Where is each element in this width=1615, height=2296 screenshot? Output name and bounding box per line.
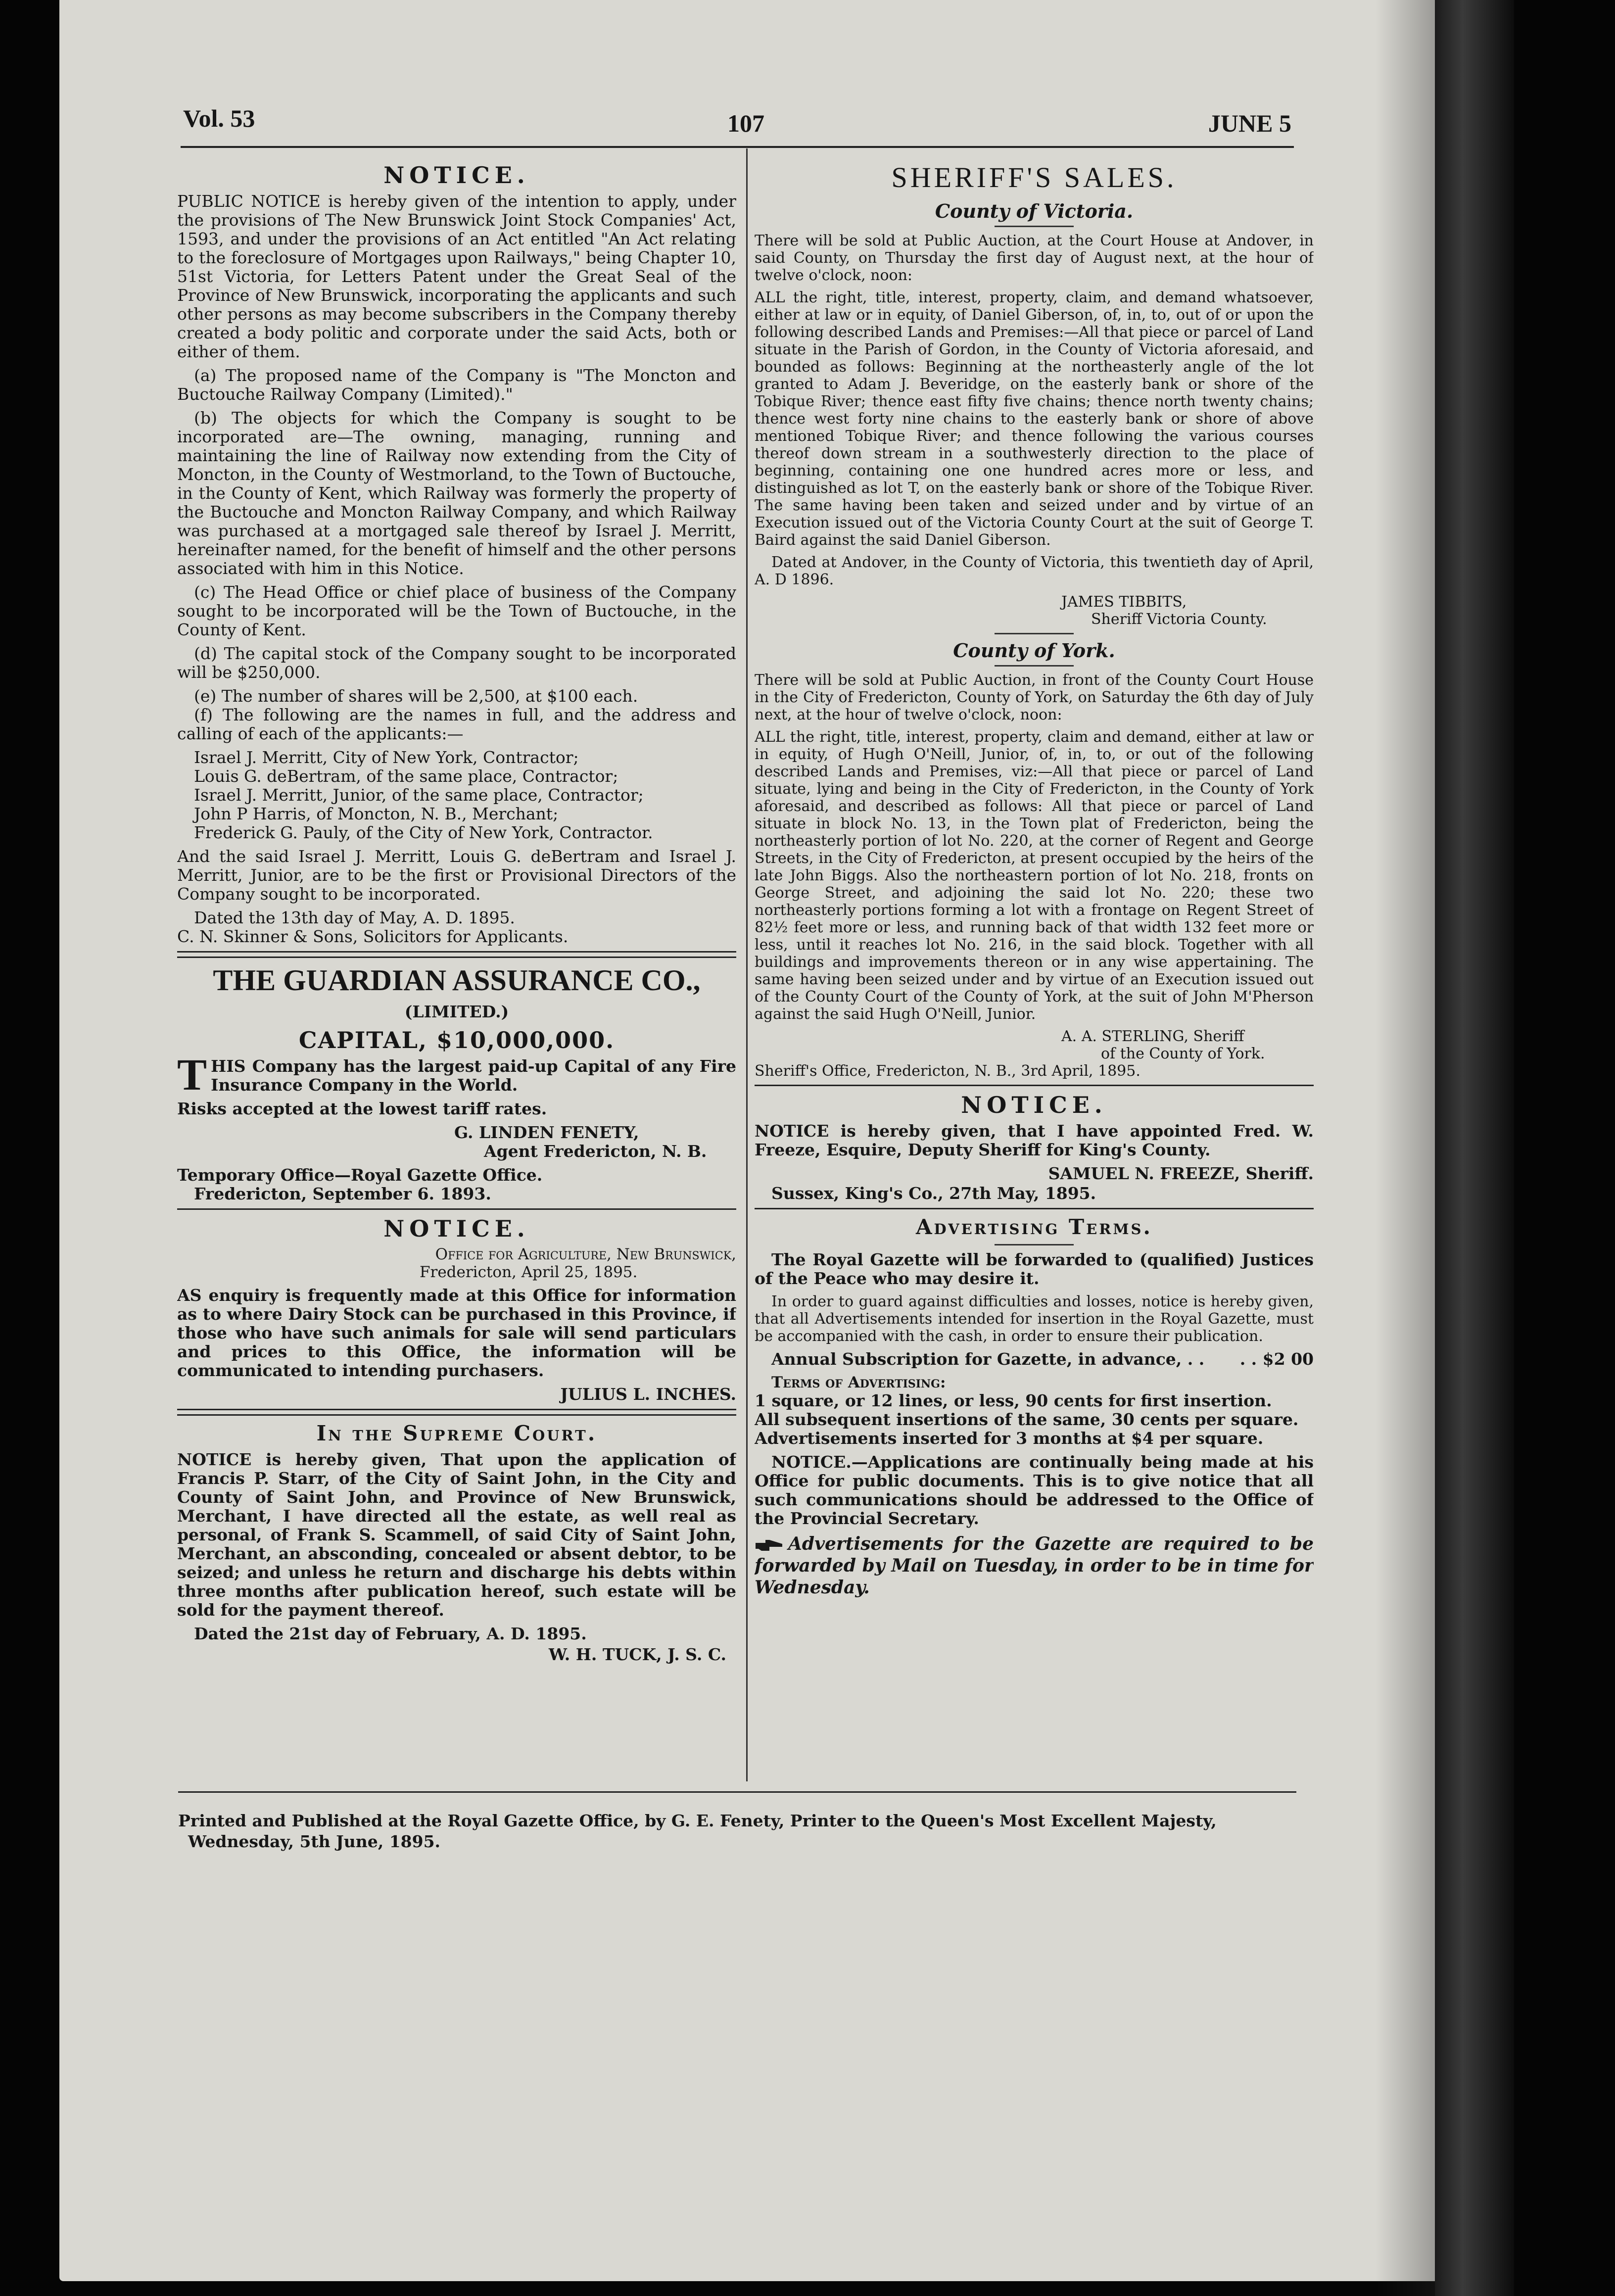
subscription-line [755,1350,1314,1369]
sheriffs-sales [755,160,1314,1080]
signature: JULIUS L. INCHES. [560,1385,736,1404]
page-number: 107 [727,109,764,137]
notice-dated: Dated the 13th day of May, A. D. 1895. [194,908,515,927]
binding-shadow [1376,0,1435,2296]
notice-agriculture [177,1215,736,1404]
documents-notice: NOTICE.—Applications are continually being made at his Office for public documents. This is to give notice that all such communications should be addressed to the Office of the Provincial Secretary. [755,1452,1314,1528]
company-capital: CAPITAL, $10,000,000. [298,1027,615,1053]
issue-date: JUNE 5 [1208,109,1291,137]
imprint-line: Printed and Published at the Royal Gazette Office, by G. E. Fenety, Printer to the Queen's Most Excellent Majesty, [178,1811,1217,1830]
office-location: Temporary Office—Royal Gazette Office. [177,1165,543,1185]
sheriffs-sales-heading: SHERIFF'S SALES. [891,161,1177,193]
company-name: THE GUARDIAN ASSURANCE CO., [213,964,701,997]
notice-dated: Sussex, King's Co., 27th May, 1895. [771,1184,1096,1203]
list-item: Louis G. deBertram, of the same place, Contractor; [194,766,618,786]
applicant-list [177,748,736,842]
york-body: ALL the right, title, interest, property, claim and demand, either at law or in equity, of Hugh O'Neill, Junior, of, in, to, or out of the following described Lands and Premises, viz:—All that piece or parcel of Land situate, lying and being in the City of Fredericton, in the County of York aforesaid, and described as follows: All that piece or parcel of Land situate in block No. 13, in the Town plat of Fredericton, being the northeasterly portion of lot No. 220, at the corner of Regent and George Streets, in the City of Fredericton, at present occupied by the heirs of the late John Biggs. Also the northeastern portion of lot No. 218, fronts on George Street, and adjoining the said lot No. 220; these two northeasterly portions forming a lot with a frontage on Regent Street of 82½ feet more or less, and running back of that width 132 feet more or less, until it reaches lot No. 216, in the said block. Together with all buildings and improvements thereon or in any wise appertaining. The same having been seized under and by virtue of an Execution issued out of the County Court of the County of York, at the suit of John M'Pherson against the said Hugh O'Neill, Junior. [755,728,1314,1023]
page-header [183,104,1291,144]
sheriff-office: Sheriff's Office, Fredericton, N. B., 3rd April, 1895. [755,1062,1140,1080]
notice-solicitors: C. N. Skinner & Sons, Solicitors for Applicants. [177,927,569,946]
guardian-assurance-ad [177,963,736,1203]
section-divider [177,1409,736,1416]
notice-item-c: (c) The Head Office or chief place of business of the Company sought to be incorporated will be the Town of Buctouche, in the County of Kent. [177,582,736,639]
list-item: John P Harris, of Moncton, N. B., Merchant; [194,804,559,823]
company-body: HIS Company has the largest paid-up Capital of any Fire Insurance Company in the World. [211,1057,736,1095]
rate-line: 1 square, or 12 lines, or less, 90 cents for first insertion. [755,1391,1272,1410]
header-rule [181,146,1294,148]
rate-line: All subsequent insertions of the same, 30 cents per square. [755,1410,1299,1429]
section-divider [755,1085,1314,1086]
subscription-label: Annual Subscription for Gazette, in advance, . . [771,1349,1205,1369]
notice-deputy-sheriff [755,1091,1314,1203]
sheriff-name: A. A. STERLING, Sheriff [1061,1028,1244,1045]
sheriff-title: of the County of York. [1101,1045,1265,1062]
notice-item-a: (a) The proposed name of the Company is "The Moncton and Buctouche Railway Company (Limited)." [177,366,736,404]
office-line: Office for Agriculture, New Brunswick, [435,1245,736,1263]
county-victoria-heading: County of Victoria. [935,200,1134,222]
sheriff-name: JAMES TIBBITS, [1061,593,1187,611]
notice-body: NOTICE is hereby given, that I have appointed Fred. W. Freeze, Esquire, Deputy Sheriff for King's County. [755,1121,1314,1159]
column-divider [746,148,748,1781]
notice-incorporation [177,161,736,946]
court-body: NOTICE is hereby given, That upon the application of Francis P. Starr, of the City of Saint John, in the City and County of Saint John, and Province of New Brunswick, Merchant, I have directed all the estate, as well real as personal, of Frank S. Scammell, of said City of Saint John, Merchant, an absconding, concealed or absent debtor, to be seized; and unless he return and discharge his debts within three months after publication hereof, such estate will be sold for the payment thereof. [177,1450,736,1620]
notice-item-f: (f) The following are the names in full, and the address and calling of each of the applicants:— [177,705,736,743]
ad-date: Fredericton, September 6. 1893. [194,1184,491,1203]
terms-label: Terms of Advertising: [771,1374,946,1391]
section-divider [755,1208,1314,1209]
heading-rule [995,226,1074,227]
notice-body: AS enquiry is frequently made at this Office for information as to where Dairy Stock can be purchased in this Province, if those who have such animals for sale will send particulars and prices to this Office, the information will be communicated to intending purchasers. [177,1286,736,1380]
notice-item-b: (b) The objects for which the Company is sought to be incorporated are—The owning, managing, running and maintaining the line of Railway now extending from the City of Moncton, in the County of Westmorland, to the Town of Buctouche, in the County of Kent, which Railway was formerly the property of the Buctouche and Moncton Railway Company, and which Railway was purchased at a mortgaged sale thereof by Israel J. Merritt, hereinafter named, for the benefit of himself and the other persons associated with him in this Notice. [177,408,736,578]
notice-intro: PUBLIC NOTICE is hereby given of the intention to apply, under the provisions of The New Brunswick Joint Stock Companies' Act, 1593, and under the provisions of an Act entitled "An Act relating to the foreclosure of Mortgages upon Railways," being Chapter 10, 51st Victoria, for Letters Patent under the Great Seal of the Province of New Brunswick, incorporating the applicants and such other persons as may become subscribers in the Company thereby created a body politic and corporate under the said Acts, both or either of them. [177,191,736,361]
heading-rule [995,1244,1074,1245]
agent-title: Agent Fredericton, N. B. [484,1142,707,1161]
page-footer [178,1791,1296,1852]
mail-note-text: Advertisements for the Gazette are required to be forwarded by Mail on Tuesday, in order to be in time for Wednesday. [755,1533,1314,1598]
victoria-intro: There will be sold at Public Auction, at the Court House at Andover, in said County, on Thursday the first day of August next, at the hour of twelve o'clock, noon: [755,232,1314,284]
victoria-body: ALL the right, title, interest, property, claim, and demand whatsoever, either at law or in equity, of Daniel Giberson, of, in, to, out of or upon the following described Lands and Premises:—All that piece or parcel of Land situate in the Parish of Gordon, in the County of Victoria aforesaid, and bounded as follows: Beginning at the northeasterly angle of the lot granted to Adam J. Beveridge, on the easterly bank or shore of the Tobique River; thence east fifty five chains; thence north twenty chains; thence west forty nine chains to the easterly bank or shore of above mentioned Tobique River; and thence following the various courses thereof down stream in a southwesterly direction to the place of beginning, containing one one hundred acres more or less, and distinguished as lot T, on the easterly bank or shore of the Tobique River. The same having been taken and seized under and by virtue of an Execution issued out of the Victoria County Court at the suit of George T. Baird against the said Daniel Giberson. [755,289,1314,549]
left-column [177,157,736,1780]
company-limited: (LIMITED.) [404,1002,509,1021]
list-item: Frederick G. Pauly, of the City of New York, Contractor. [194,823,653,842]
section-rule [995,633,1074,634]
heading-rule [995,665,1074,667]
signature: SAMUEL N. FREEZE, Sheriff. [1048,1164,1314,1183]
company-description [177,1057,736,1095]
section-divider [177,951,736,958]
sheriff-title: Sheriff Victoria County. [1091,611,1267,628]
notice-heading: NOTICE. [383,162,530,189]
drop-cap: T [177,1057,207,1095]
volume-label: Vol. 53 [183,104,255,132]
subscription-price: . . $2 00 [1239,1349,1314,1369]
court-heading: In the Supreme Court. [316,1421,597,1445]
advertising-heading: Advertising Terms. [915,1215,1153,1239]
terms-p2: In order to guard against difficulties and losses, notice is hereby given, that all Advertisements intended for insertion in the Royal Gazette, must be accompanied with the cash, in order to ensure their publication. [755,1293,1314,1345]
terms-p1: The Royal Gazette will be forwarded to (qualified) Justices of the Peace who may desire it. [755,1250,1314,1288]
notice-item-e: (e) The number of shares will be 2,500, at $100 each. [194,686,638,706]
imprint-date: Wednesday, 5th June, 1895. [188,1832,441,1851]
right-column [755,157,1314,1780]
rate-line: Advertisements inserted for 3 months at $4 per square. [755,1429,1264,1448]
victoria-dated: Dated at Andover, in the County of Victoria, this twentieth day of April, A. D 1896. [755,554,1314,588]
list-item: Israel J. Merritt, Junior, of the same place, Contractor; [194,785,644,805]
mail-note [755,1533,1314,1598]
pointing-hand-icon [755,1538,783,1553]
advertising-terms [755,1214,1314,1598]
notice-heading: NOTICE. [383,1215,530,1242]
notice-directors: And the said Israel J. Merritt, Louis G. deBertram and Israel J. Merritt, Junior, are to be the first or Provisional Directors of the Company sought to be incorporated. [177,847,736,904]
agent-name: G. LINDEN FENETY, [454,1123,639,1142]
footer-rule [178,1791,1296,1793]
notice-heading: NOTICE. [961,1092,1107,1118]
section-divider [177,1208,736,1210]
court-dated: Dated the 21st day of February, A. D. 1895. [194,1624,587,1643]
company-risks: Risks accepted at the lowest tariff rates. [177,1099,547,1118]
supreme-court-notice [177,1421,736,1664]
york-intro: There will be sold at Public Auction, in front of the County Court House in the City of Fredericton, County of York, on Saturday the 6th day of July next, at the hour of twelve o'clock, noon: [755,671,1314,723]
place-date: Fredericton, April 25, 1895. [420,1263,638,1281]
court-signature: W. H. TUCK, J. S. C. [548,1645,726,1664]
notice-item-d: (d) The capital stock of the Company sought to be incorporated will be $250,000. [177,644,736,682]
page-edge [1435,0,1514,2296]
county-york-heading: County of York. [953,639,1115,662]
list-item: Israel J. Merritt, City of New York, Contractor; [194,748,579,767]
